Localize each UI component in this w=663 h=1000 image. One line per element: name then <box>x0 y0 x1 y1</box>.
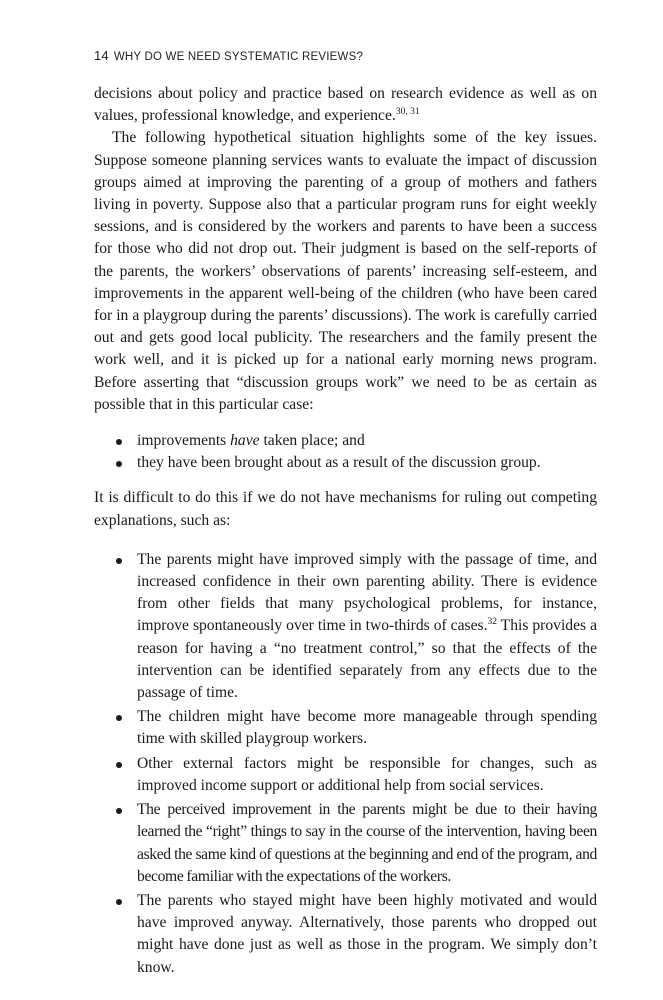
book-page <box>94 48 597 979</box>
running-head-title: WHY DO WE NEED SYSTEMATIC REVIEWS? <box>113 51 364 63</box>
list-item-text: improvements <box>137 432 231 450</box>
list-item <box>137 549 597 704</box>
explanations-list <box>94 549 597 979</box>
list-item-text: taken place; and <box>259 432 365 450</box>
list-item-text: The parents might have improved simply with the passage of time, and increased confidence in their own parenting ability. There is evidence from other fields that many psychological problems, for instance, improve spontaneously over time in two-thirds of cases. <box>137 550 597 635</box>
list-item: The perceived improvement in the parents might be due to their having learned the “right” things to say in the course of the intervention, having been asked the same kind of questions at the beginning and end of the program, and become familiar with the expectations of the workers. <box>137 799 597 888</box>
conditions-list <box>94 430 597 474</box>
list-item: The parents who stayed might have been highly motivated and would have improved anyway. Alternatively, those parents who dropped out might have done just as well as those in the program. We simply don’t know. <box>137 890 597 979</box>
list-item-text: This provides a reason for having a “no treatment control,” so that the effects of the intervention can be identified separately from any effects due to the passage of time. <box>137 617 597 702</box>
list-item <box>137 430 597 452</box>
paragraph-competing-explanations: It is difficult to do this if we do not have mechanisms for ruling out competing explanations, such as: <box>94 489 597 529</box>
list-item: Other external factors might be responsible for changes, such as improved income support or additional help from social services. <box>137 753 597 797</box>
running-head <box>94 48 597 65</box>
paragraph-text: decisions about policy and practice based on research evidence as well as on values, professional knowledge, and experience. <box>94 85 597 125</box>
list-item: The children might have become more manageable through spending time with skilled playgroup workers. <box>137 706 597 750</box>
citation-reference: 32 <box>487 617 497 628</box>
paragraph-hypothetical-situation: The following hypothetical situation highlights some of the key issues. Suppose someone planning services wants to evaluate the impact of discussion groups aimed at improving the parenting of a group of mothers and fathers living in poverty. Suppose also that a particular program runs for eight weekly sessions, and is considered by the workers and parents to have been a success for those who did not drop out. Their judgment is based on the self-reports of the parents, the workers’ observations of parents’ increasing self-esteem, and improvements in the apparent well-being of the children (who have been cared for in a playgroup during the parents’ discussions). The work is carefully carried out and gets good local publicity. The researchers and the family present the work well, and it is picked up for a national early morning news program. Before asserting that “discussion groups work” we need to be as certain as possible that in this particular case: <box>94 129 597 413</box>
emphasized-word: have <box>230 432 260 450</box>
citation-reference: 30, 31 <box>395 107 420 118</box>
paragraph-continuation <box>94 83 597 127</box>
page-number: 14 <box>94 48 109 63</box>
list-item: they have been brought about as a result of the discussion group. <box>137 452 597 474</box>
